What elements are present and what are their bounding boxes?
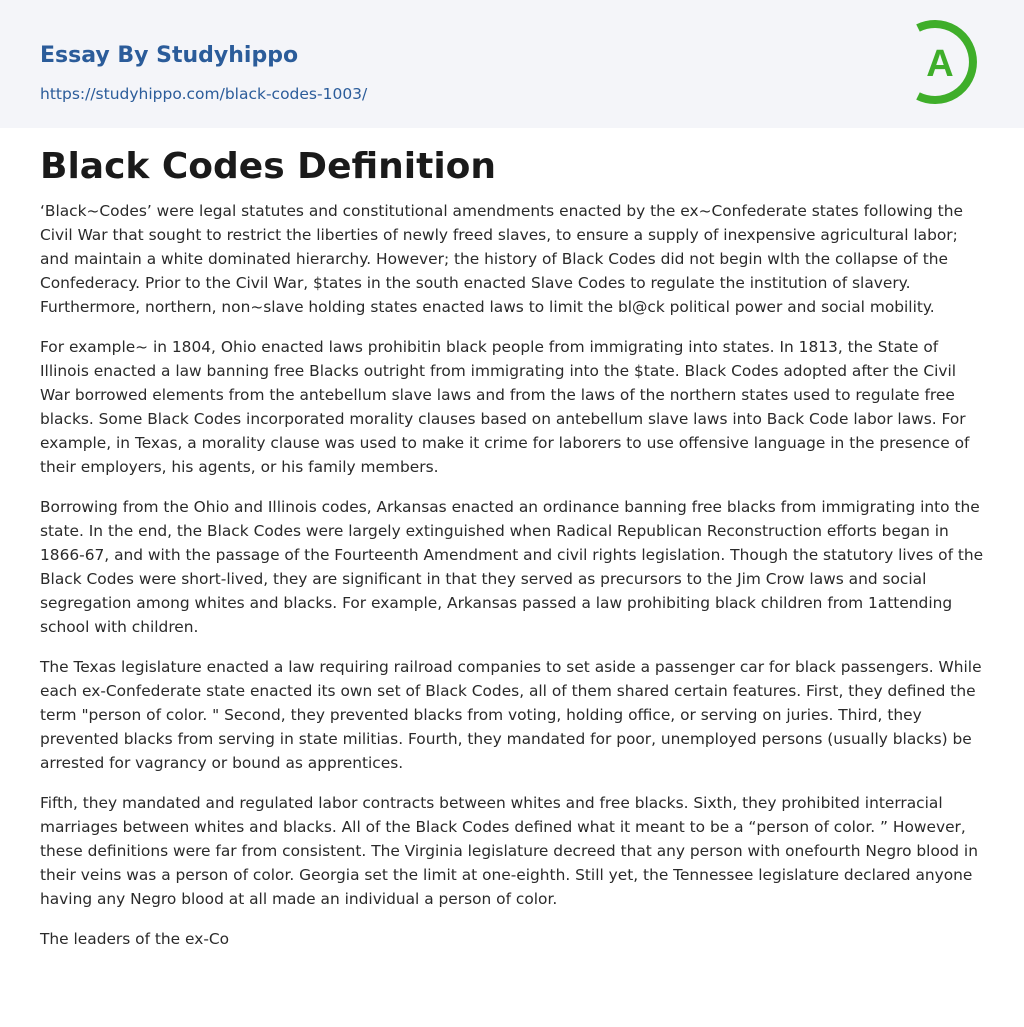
logo-ring — [910, 18, 988, 106]
studyhippo-logo-icon[interactable] — [910, 18, 988, 106]
essay-url-link[interactable]: https://studyhippo.com/black-codes-1003/ — [40, 85, 368, 103]
essay-paragraph-4: The Texas legislature enacted a law requiring railroad companies to set aside a passenger car for black passengers. While each ex-Confederate state enacted its own set of Black Codes, all of them shared certain features. First, they defined the term "person of color. " Second, they prevented blacks from voting, holding office, or serving on juries. Third, they prevented blacks from serving in state militias. Fourth, they mandated for poor, unemployed persons (usually blacks) be arrested for vagrancy or bound as apprentices. — [40, 658, 982, 772]
essay-paragraph-1: ‘Black~Codes’ were legal statutes and constitutional amendments enacted by the ex~Confederate states following the Civil War that sought to restrict the liberties of newly freed slaves, to ensure a supply of inexpensive agricultural labor; and maintain a white dominated hierarchy. However; the history of Black Codes did not begin wlth the collapse of the Confederacy. Prior to the Civil War, $tates in the south enacted Slave Codes to regulate the institution of slavery. Furthermore, northern, non~slave holding states enacted laws to limit the bl@ck political power and social mobility. — [40, 202, 963, 316]
essay-content — [40, 142, 988, 967]
brand-title: Essay By Studyhippo — [40, 43, 299, 68]
essay-paragraph-2: For example~ in 1804, Ohio enacted laws prohibitin black people from immigrating into states. In 1813, the State of Illinois enacted a law banning free Blacks outright from immigrating into the $tate. Black Codes adopted after the Civil War borrowed elements from the antebellum slave laws and from the laws of the northern states used to regulate free blacks. Some Black Codes incorporated morality clauses based on antebellum slave laws into Back Code labor laws. For example, in Texas, a morality clause was used to make it crime for laborers to use offensive language in the presence of their employers, his agents, or his family members. — [40, 338, 970, 476]
essay-paragraph-6: The leaders of the ex-Co — [40, 930, 230, 948]
site-header — [0, 0, 1024, 128]
essay-paragraph-5: Fifth, they mandated and regulated labor contracts between whites and free blacks. Sixth, they prohibited interracial marriages between whites and blacks. All of the Black Codes defined what it meant to be a “person of color. ” However, these definitions were far from consistent. The Virginia legislature decreed that any person with onefourth Negro blood in their veins was a person of color. Georgia set the limit at one-eighth. Still yet, the Tennessee legislature declared anyone having any Negro blood at all made an individual a person of color. — [40, 794, 978, 908]
essay-paragraph-3: Borrowing from the Ohio and Illinois codes, Arkansas enacted an ordinance banning free blacks from immigrating into the state. In the end, the Black Codes were largely extinguished when Radical Republican Reconstruction efforts began in 1866-67, and with the passage of the Fourteenth Amendment and civil rights legislation. Though the statutory lives of the Black Codes were short-lived, they are significant in that they served as precursors to the Jim Crow laws and social segregation among whites and blacks. For example, Arkansas passed a law prohibiting black children from 1attending school with children. — [40, 498, 984, 636]
essay-title: Black Codes Definition — [40, 146, 497, 187]
logo-letter: A — [926, 43, 954, 85]
